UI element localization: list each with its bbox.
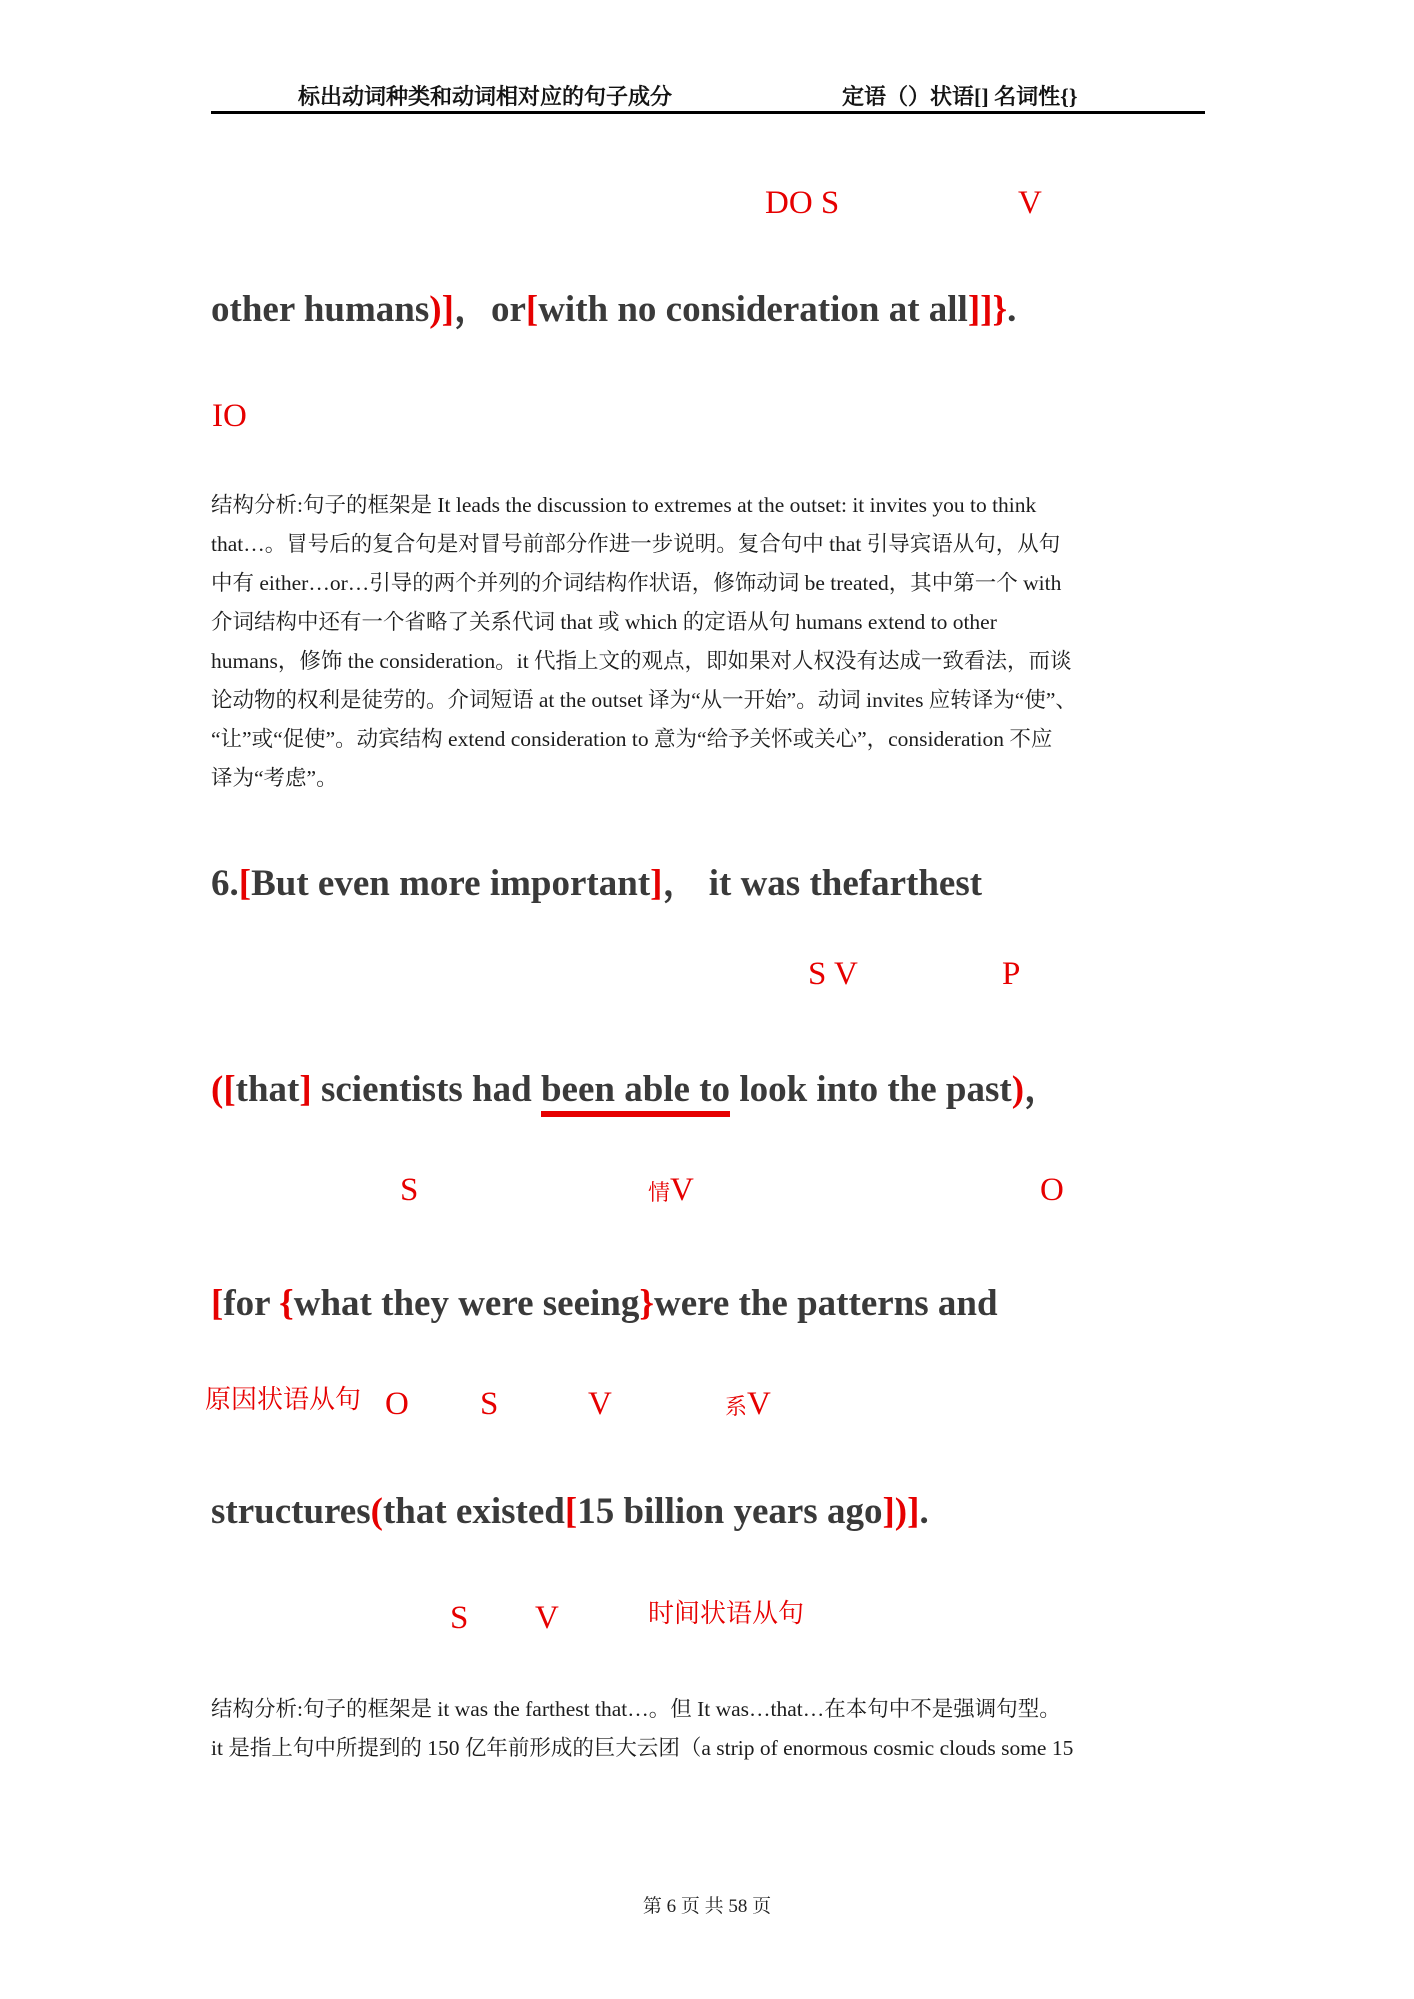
paragraph-line: that…。冒号后的复合句是对冒号前部分作进一步说明。复合句中 that 引导宾语从句，从句 <box>211 532 1061 556</box>
sentence-segment: 15 billion years ago <box>577 1491 883 1532</box>
annotation-row-s-qingv-o <box>0 1172 1414 1216</box>
sentence-segment: it was thefarthest <box>699 863 983 904</box>
sentence-segment: ， <box>1024 1069 1062 1110</box>
sentence-segment: [ <box>238 863 252 904</box>
sentence-segment: { <box>279 1283 294 1324</box>
sentence-segment: } <box>639 1283 654 1324</box>
sentence-6-line-3 <box>211 1282 998 1326</box>
sentence-segment: ( <box>370 1491 383 1532</box>
paragraph-line: 论动物的权利是徒劳的。介词短语 at the outset 译为“从一开始”。动词 invites 应转译为“使”、 <box>211 688 1077 712</box>
sentence-segment: ] <box>650 863 663 904</box>
annotation-modal-v <box>648 1172 694 1208</box>
annotation-s: S <box>450 1600 469 1636</box>
annotation-row-reason-clause <box>0 1386 1414 1430</box>
sentence-segment: scientists had <box>311 1069 541 1110</box>
paragraph-line: it 是指上句中所提到的 150 亿年前形成的巨大云团（a strip of enormous cosmic clouds some 15 <box>211 1736 1074 1760</box>
annotation-row-time-clause <box>0 1600 1414 1644</box>
sentence-segment: been able to <box>541 1069 730 1117</box>
sentence-segment: or <box>490 289 526 330</box>
annotation-reason-clause: 原因状语从句 <box>205 1385 362 1414</box>
paragraph-line: 结构分析:句子的框架是 It leads the discussion to extremes at the outset: it invites you to think <box>211 493 1037 517</box>
sentence-segment: ]]} <box>967 289 1008 330</box>
paragraph-line: 译为“考虑”。 <box>211 766 338 790</box>
annotation-v: V <box>535 1600 559 1636</box>
annotation-row-sv-p <box>0 956 1414 1000</box>
sentence-segment: what they were seeing <box>293 1283 640 1324</box>
sentence-segment: But even more important <box>251 863 651 904</box>
annotation-s-v: S V <box>808 956 858 992</box>
annotation-v-letter: V <box>670 1172 694 1208</box>
paragraph-line: 介词结构中还有一个省略了关系代词 that 或 which 的定语从句 humans extend to other <box>211 610 997 634</box>
sentence-segment: ， <box>662 863 700 904</box>
sentence-6-heading <box>211 862 982 906</box>
sentence-segment: were the patterns and <box>653 1283 998 1324</box>
paragraph-line: humans，修饰 the consideration。it 代指上文的观点，即如果对人权没有达成一致看法，而谈 <box>211 649 1072 673</box>
paragraph-line: 结构分析:句子的框架是 it was the farthest that…。但 It was…that…在本句中不是强调句型。 <box>211 1697 1061 1721</box>
sentence-segment: for <box>223 1283 280 1324</box>
sentence-segment: . <box>919 1491 929 1532</box>
annotation-s: S <box>400 1172 419 1208</box>
sentence-5-tail <box>211 288 1016 332</box>
annotation-do-s: DO S <box>765 185 840 221</box>
sentence-segment: ( <box>211 1069 224 1110</box>
annotation-s: S <box>480 1386 499 1422</box>
sentence-segment: ])] <box>882 1491 920 1532</box>
header-divider <box>211 111 1205 114</box>
annotation-v: V <box>1018 185 1042 221</box>
sentence-segment: [ <box>211 1283 224 1324</box>
sentence-6-line-2 <box>211 1068 1061 1112</box>
annotation-v-letter: V <box>747 1386 771 1422</box>
sentence-segment: that existed <box>382 1491 565 1532</box>
annotation-time-clause: 时间状语从句 <box>648 1599 805 1628</box>
sentence-segment: other humans <box>211 289 430 330</box>
sentence-segment: [ <box>564 1491 578 1532</box>
annotation-row-io <box>0 398 1414 442</box>
sentence-segment: [ <box>525 289 539 330</box>
sentence-segment: )] <box>429 289 454 330</box>
sentence-segment: that <box>235 1069 300 1110</box>
annotation-xi-label: 系 <box>725 1394 748 1419</box>
sentence-segment: 6. <box>211 863 239 904</box>
annotation-o: O <box>1040 1172 1064 1208</box>
sentence-segment: ] <box>299 1069 312 1110</box>
annotation-o: O <box>385 1386 409 1422</box>
sentence-segment: ， <box>453 289 491 330</box>
annotation-io: IO <box>212 398 247 434</box>
sentence-segment: with no consideration at all <box>538 289 968 330</box>
header-legend: 定语（）状语[] 名词性{} <box>842 84 1078 109</box>
sentence-segment: [ <box>223 1069 236 1110</box>
paragraph-line: “让”或“促使”。动宾结构 extend consideration to 意为“给予关怀或关心”，consideration 不应 <box>211 727 1053 751</box>
annotation-v: V <box>588 1386 612 1422</box>
sentence-segment: . <box>1007 289 1017 330</box>
paragraph-line: 中有 either…or…引导的两个并列的介词结构作状语，修饰动词 be treated，其中第一个 with <box>211 571 1062 595</box>
sentence-segment: structures <box>211 1491 371 1532</box>
header-instruction: 标出动词种类和动词相对应的句子成分 <box>298 84 673 109</box>
annotation-linking-v <box>725 1386 771 1422</box>
annotation-qing-label: 情 <box>648 1180 671 1205</box>
structure-analysis-paragraph-6 <box>211 1690 1073 1768</box>
sentence-segment: look into the past <box>730 1069 1012 1110</box>
sentence-segment: ) <box>1011 1069 1025 1110</box>
structure-analysis-paragraph-5 <box>211 486 1077 798</box>
annotation-p: P <box>1002 956 1021 992</box>
sentence-6-line-4 <box>211 1490 929 1534</box>
annotation-row-do-s-v <box>0 185 1414 229</box>
page-number-footer: 第 6 页 共 58 页 <box>642 1896 772 1917</box>
